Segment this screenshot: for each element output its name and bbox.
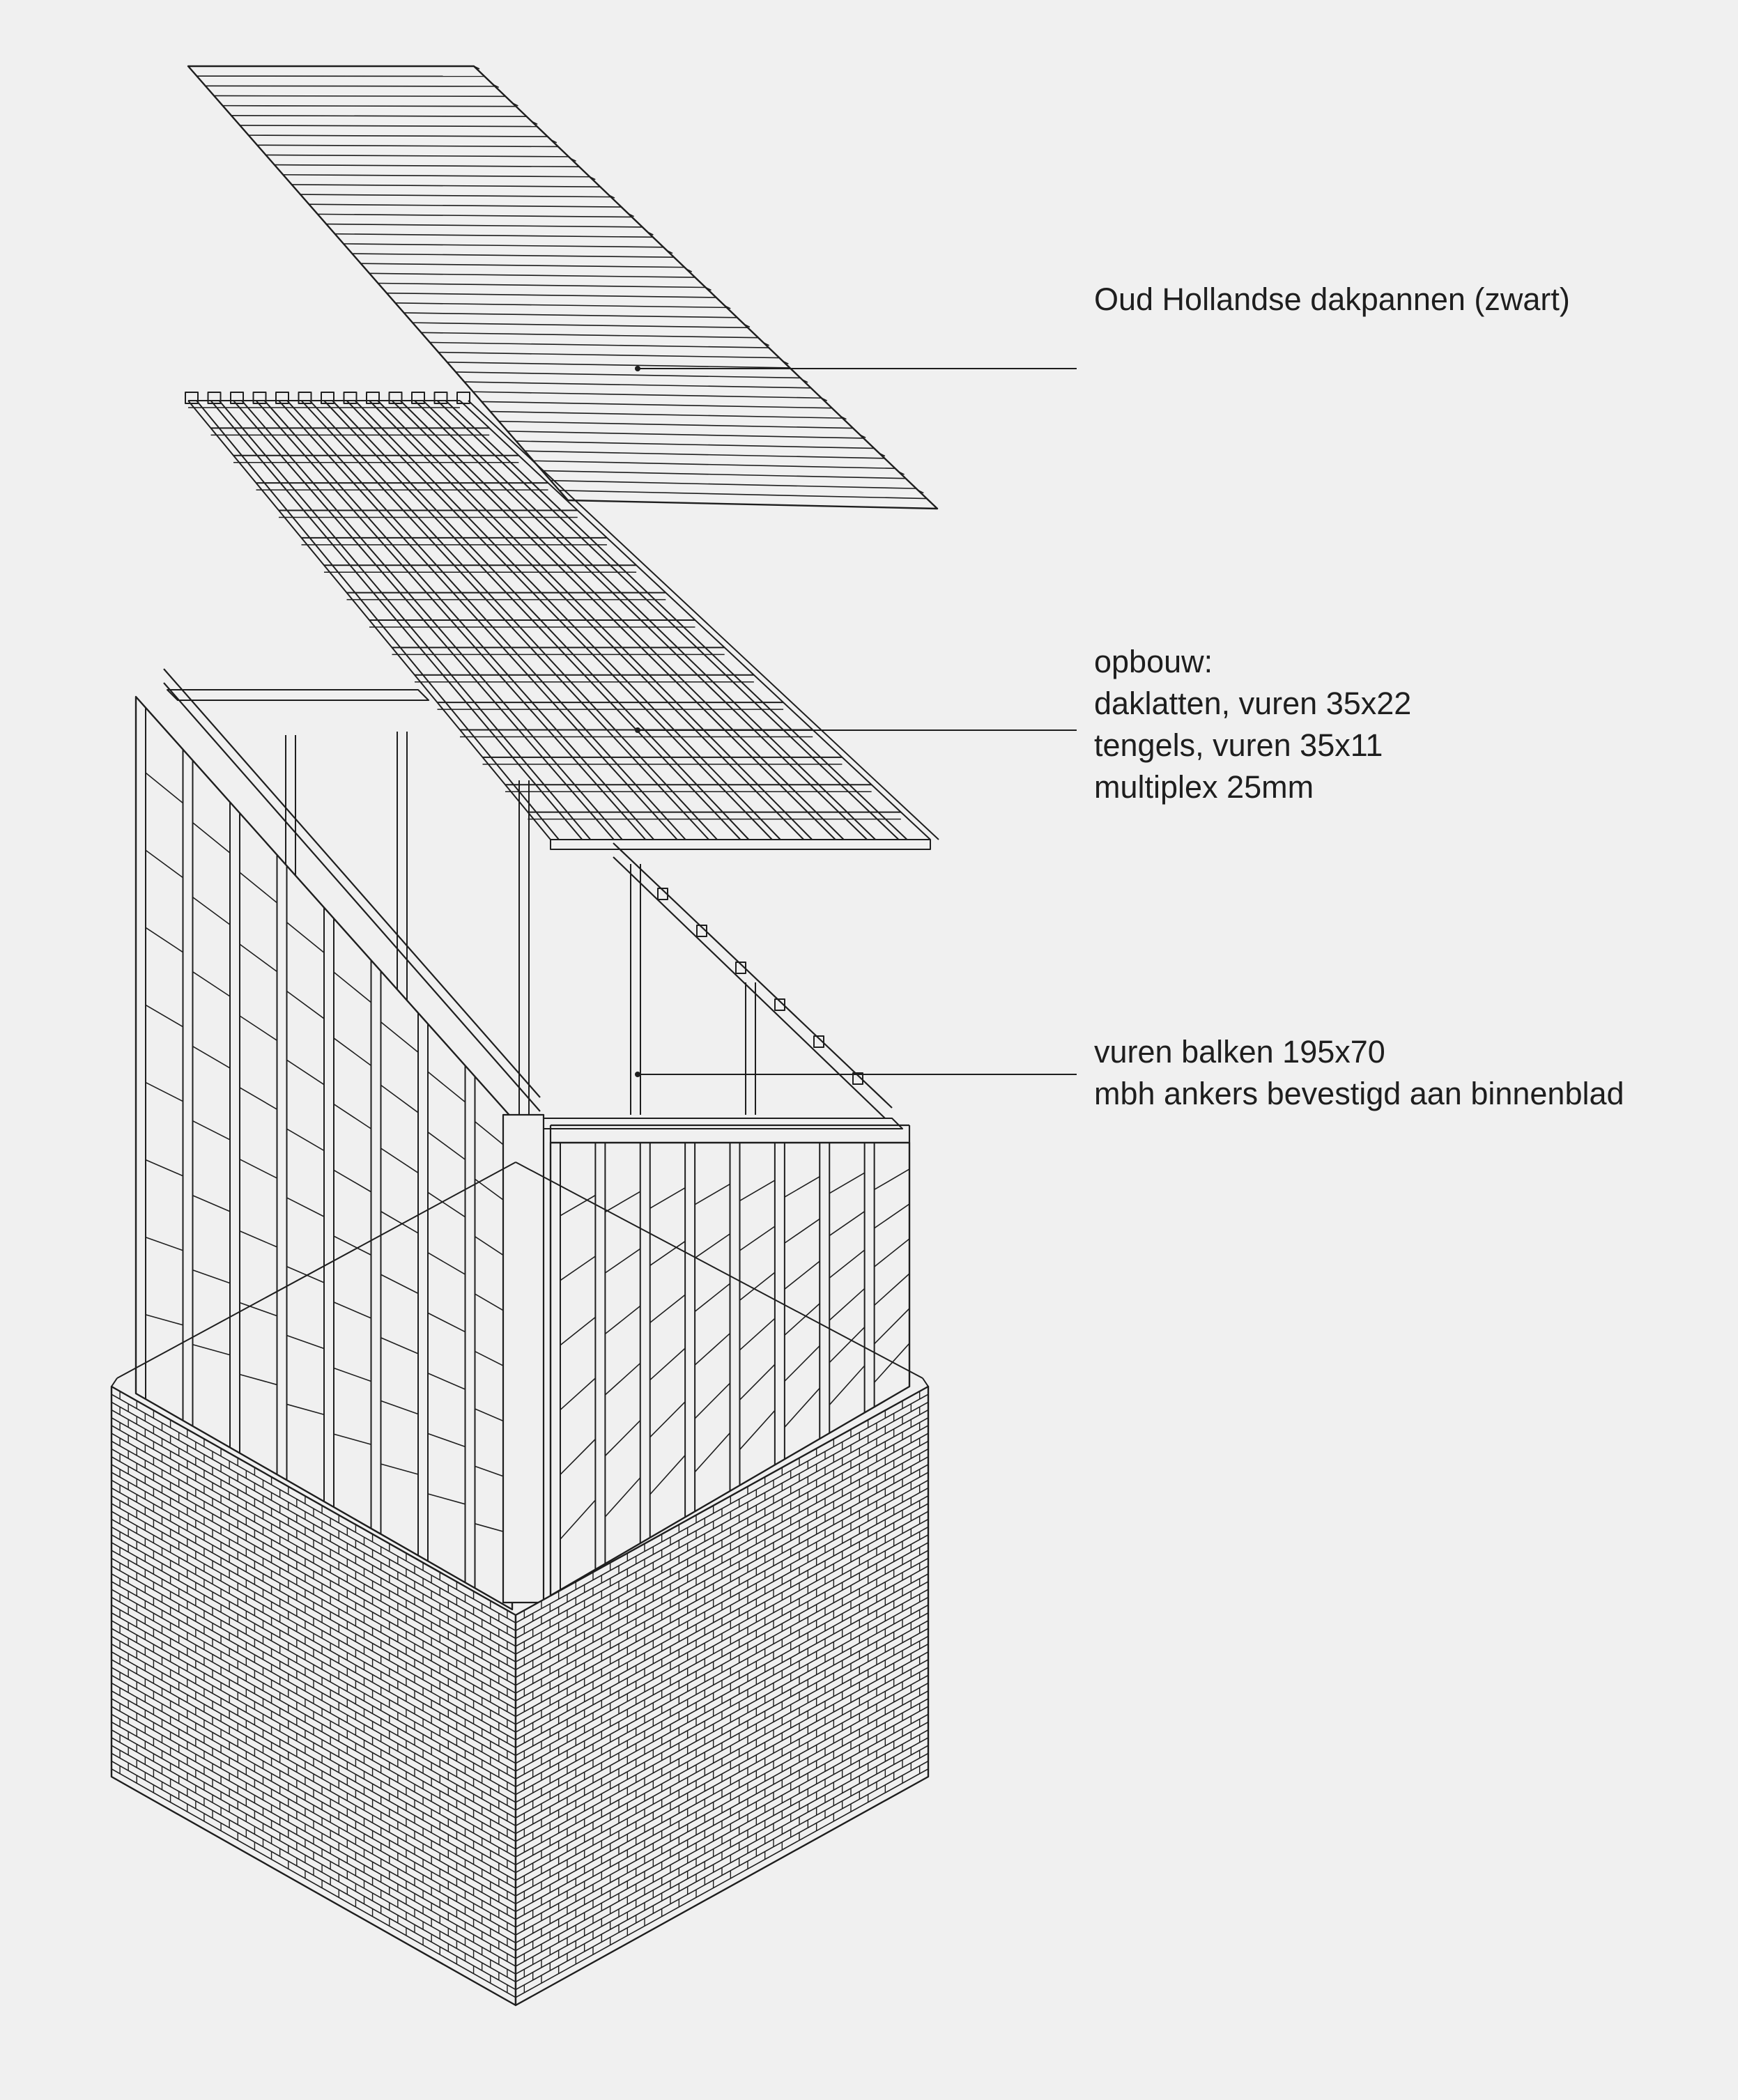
label-beams	[1094, 1031, 1624, 1115]
label-roof-tiles-text: Oud Hollandse dakpannen (zwart)	[1094, 281, 1570, 317]
tile-course	[223, 106, 516, 107]
label-beams-line2: mbh ankers bevestigd aan binnenblad	[1094, 1076, 1624, 1111]
label-roof-build-plywood: multiplex 25mm	[1094, 769, 1314, 805]
label-roof-build-battens: daklatten, vuren 35x22	[1094, 686, 1412, 721]
brick-rim	[923, 1378, 928, 1387]
frame-rafter	[613, 843, 892, 1108]
counter-batten-end	[435, 392, 447, 403]
tile-course	[214, 95, 505, 96]
label-beams-line1: vuren balken 195x70	[1094, 1034, 1385, 1070]
label-roof-build	[1094, 641, 1411, 808]
leader-beams-dot	[635, 1072, 640, 1077]
label-roof-build-heading: opbouw:	[1094, 644, 1213, 679]
frame-top-plate	[167, 690, 429, 700]
leader-roof-tiles-dot	[635, 366, 640, 371]
counter-batten-end	[208, 392, 221, 403]
label-roof-tiles	[1094, 279, 1570, 321]
counter-batten-end	[231, 392, 243, 403]
counter-batten-end	[299, 392, 312, 403]
counter-batten-end	[412, 392, 424, 403]
counter-batten-end	[276, 392, 289, 403]
leader-roof-build-dot	[635, 727, 640, 733]
counter-batten-end	[344, 392, 357, 403]
brick-rim	[111, 1378, 117, 1387]
counter-batten-end	[367, 392, 379, 403]
plywood-edge	[551, 840, 930, 849]
label-roof-build-counter-battens: tengels, vuren 35x11	[1094, 727, 1383, 763]
counter-batten-end	[321, 392, 334, 403]
frame-bottom-plate	[530, 1118, 902, 1129]
counter-batten-end	[185, 392, 198, 403]
frame-rafter	[613, 857, 885, 1118]
corner-post	[503, 1115, 544, 1603]
counter-batten-end	[457, 392, 470, 403]
counter-batten-end	[390, 392, 402, 403]
counter-batten-end	[254, 392, 266, 403]
